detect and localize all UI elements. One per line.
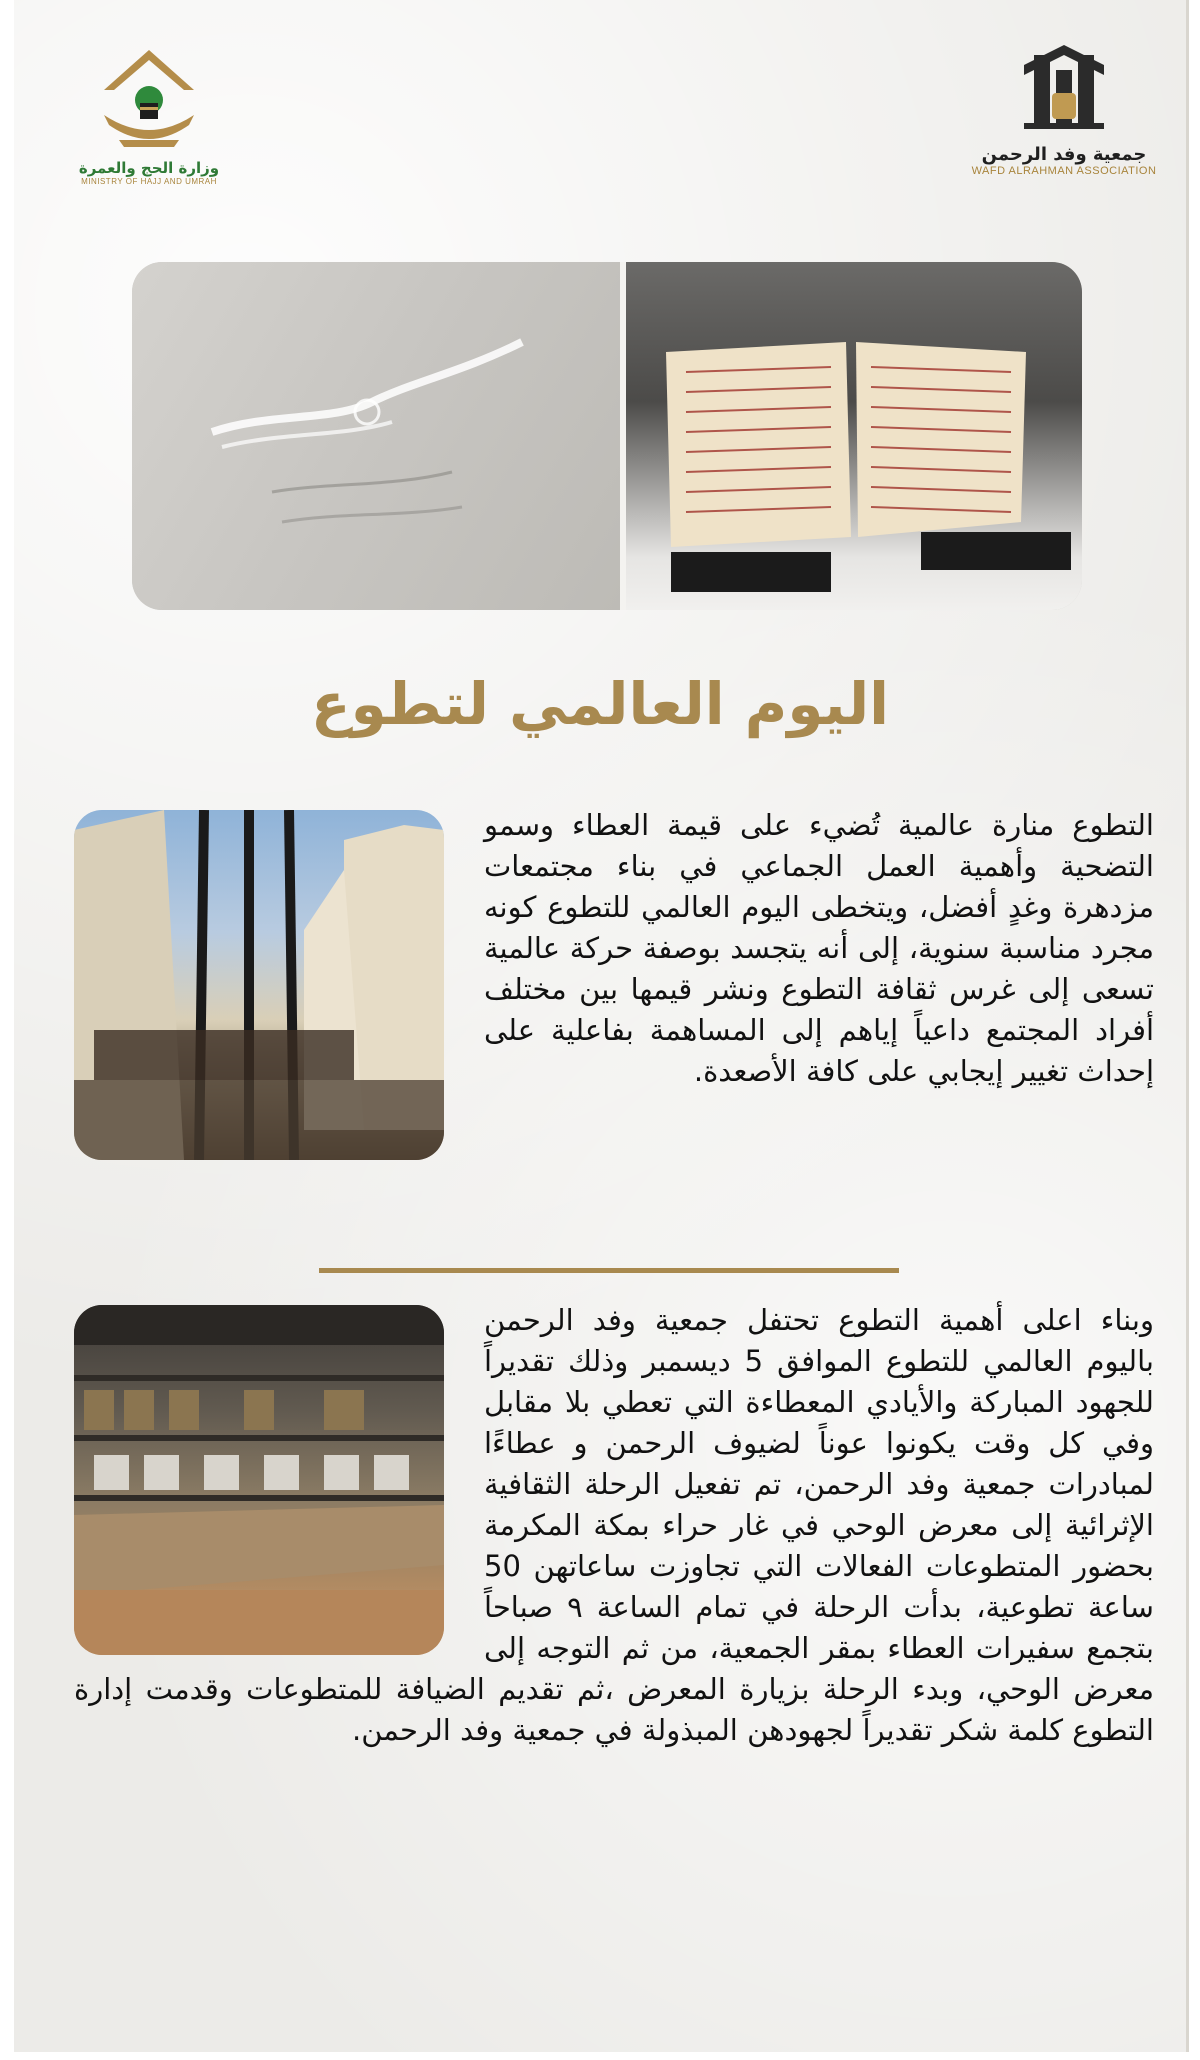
paragraph-1 — [74, 805, 1154, 1170]
ministry-name-ar: وزارة الحج والعمرة — [78, 159, 220, 177]
association-name-ar: جمعية وفد الرحمن — [981, 144, 1147, 165]
association-logo — [964, 45, 1164, 190]
ministry-emblem-icon — [74, 45, 224, 155]
bookshelves-icon — [74, 1305, 444, 1655]
top-photo-collage — [132, 262, 1082, 610]
ministry-logo — [74, 45, 224, 195]
section-divider — [319, 1268, 899, 1273]
paragraph-2-text: وبناء اعلى أهمية التطوع تحتفل جمعية وفد الرحمن باليوم العالمي للتطوع الموافق 5 ديسمبر وذلك تقديراً للجهود المباركة والأيادي المعطاءة التي تعطي بلا مقابل وفي كل وقت يكونوا عوناً لضيوف الرحمن و عطاءًا لمبادرات جمعية وفد الرحمن، تم تفعيل الرحلة الثقافية الإثرائية إلى معرض الوحي في غار حراء بمكة المكرمة بحضور المتطوعات الفعالات التي تجاوزت ساعاتهن 50 ساعة تطوعية، بدأت الرحلة في تمام الساعة ٩ صباحاً بتجمع سفيرات العطاء بمقر الجمعية، من ثم التوجه إلى معرض الوحي، وبدء الرحلة بزيارة المعرض ،ثم تقديم الضيافة للمتطوعات وقدمت إدارة التطوع كلمة شكر تقديراً لجهودهن المبذولة في جمعية وفد الرحمن. — [74, 1303, 1154, 1747]
paragraph-1-text: التطوع منارة عالمية تُضيء على قيمة العطاء وسمو التضحية وأهمية العمل الجماعي في بناء مجتمعات مزدهرة وغدٍ أفضل، ويتخطى اليوم العالمي للتطوع كونه مجرد مناسبة سنوية، إلى أنه يتجسد بوصفة حركة عالمية تسعى إلى غرس ثقافة التطوع ونشر قيمها بين مختلف أفراد المجتمع داعياً إياهم إلى المساهمة بفاعلية على إحداث تغيير إيجابي على كافة الأصعدة. — [484, 808, 1154, 1088]
page-card — [14, 0, 1189, 2052]
association-name-en: WAFD ALRAHMAN ASSOCIATION — [971, 165, 1157, 177]
calligraphy-projection-icon — [132, 262, 620, 610]
paragraph-2 — [74, 1300, 1154, 1751]
ministry-name-en: MINISTRY OF HAJJ AND UMRAH — [81, 177, 217, 186]
building-photo — [74, 810, 444, 1160]
bookstore-photo — [74, 1305, 444, 1655]
manuscript-photo — [626, 262, 1082, 610]
association-emblem-icon — [964, 45, 1164, 140]
page-title: اليوم العالمي لتطوع — [310, 670, 890, 738]
calligraphy-wall-photo — [132, 262, 620, 610]
open-manuscript-icon — [626, 262, 1082, 610]
building-gate-icon — [74, 810, 444, 1160]
